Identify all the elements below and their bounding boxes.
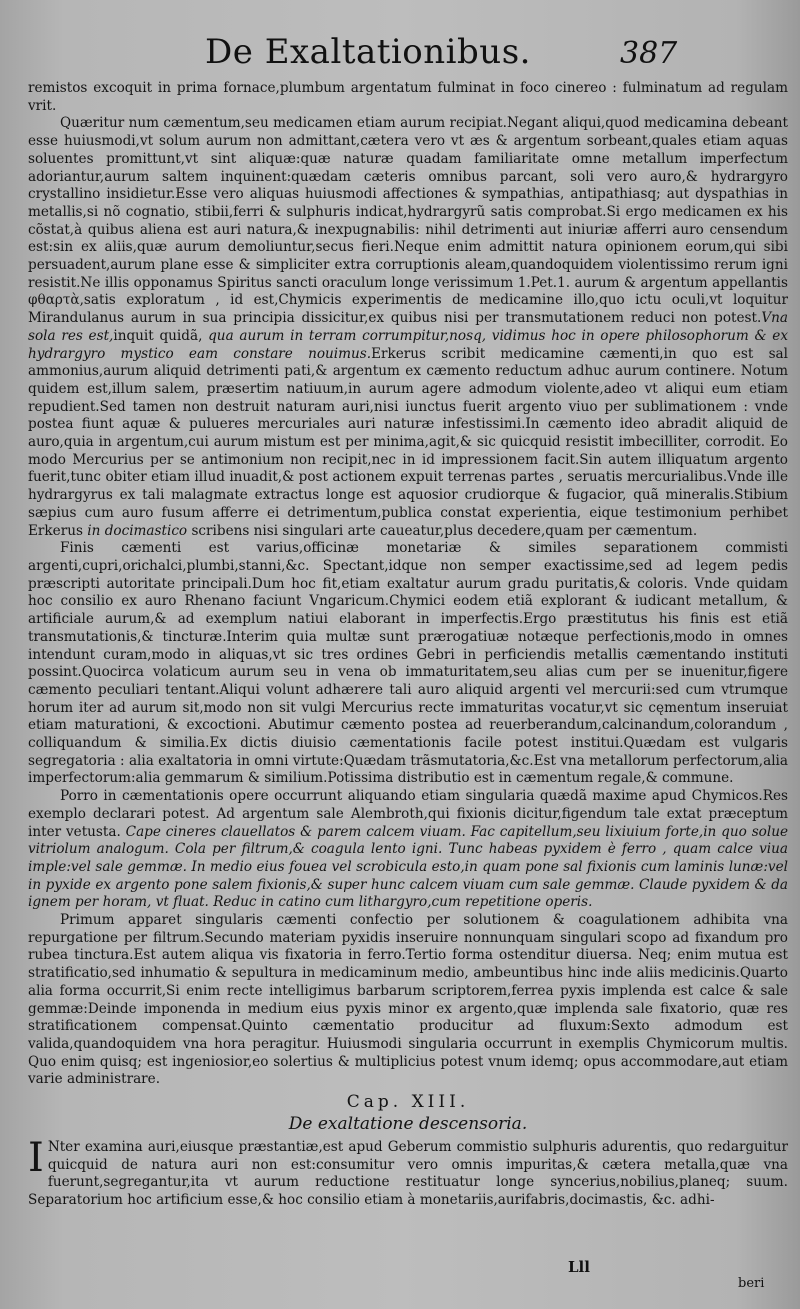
- chapter-heading: Cap. XIII.: [346, 1092, 470, 1113]
- drop-cap: I: [28, 1135, 44, 1182]
- paragraph-4: [28, 788, 788, 912]
- italic-text-segment: qua aurum in terram corrumpitur,nosq, vidimus hoc in opere philosophorum & ex hydrargyro mystico eam constare nouimus.: [28, 327, 789, 362]
- text-segment: inquit quidã,: [113, 327, 209, 344]
- text-segment: Erkerus scribit medicamine cæmenti,in quo est sal ammonius,aurum aliquid detrimenti pati,& argentum ex cæmento reductum adhuc aurum continere. Notum quidem est,illum salem, præsertim natiuum,in aurum agere admodum violente,adeo vt aliqui eum etiam repudient.Sed tamen non destruit naturam auri,nisi iunctus fuerit argento viuo per sublimationem : vnde postea fiunt aquæ & pulueres mercuriales auri naturæ infestissimi.In cæmento ideo abradit aliquid de auro,quia in argentum,cui aurum mistum est per minima,agit,& sic quicquid resistit imbecilliter, corrodit. Eo modo Mercurius per se antimonium non recipit,nec in id impressionem facit.Sin autem illiquatum argento fuerit,tunc obiter etiam illud inuadit,& post actionem expuit terrenas partes , seruatis mercurialibus.Vnde ille hydrargyrus ex tali malagmate extractus longe est aquosior crudiorque & fugacior, quã mineralis.Stibium sæpius cum auro fusum afferre ei detrimentum,publica constat experientia, eique testimonium perhibet Erkerus: [28, 345, 788, 539]
- body-text: [28, 80, 788, 1210]
- text-segment: Quæritur num cæmentum,seu medicamen etiam aurum recipiat.Negant aliqui,quod medicamina debeant esse huiusmodi,vt solum aurum non admittant,cætera vero vt æs & argentum sorbeant,quales etiam aquas soluentes promittunt,vt sint aliquæ:quæ naturæ quadam familiaritate omne metallum imperfectum adoriantur,aurum saltem inquinent:quædam cæteris omnibus parcant, soli vero auro,& hydrargyro crystallino insidietur.Esse vero aliquas huiusmodi affectiones & sympathias, antipathiasq; aut dyspathias in metallis,si nõ cognatio, stibii,ferri & sulphuris indicat,hydrargyrũ satis comprobat.Si ergo medicamen ex his cõstat,à quibus aliena est auri natura,& inexpugnabilis: nihil detrimenti aut iniuriæ afferri auro censendum est:sin ex aliis,quæ aurum demoliuntur,secus fieri.Neque enim admittit natura opinionem eorum,qui sibi persuadent,aurum plane esse & simpliciter extra corruptionis aleam,quandoquidem violentissimo rerum igni resistit.Ne illis opponamus Spiritus sancti oraculum longe verissimum 1.Pet.1. aurum & argentum appellantis φθαρτὰ,satis exploratum , id est,Chymicis experimentis de medicamine illo,quo ictu oculi,vt loquitur Mirandulanus aurum in sua principia dissicitur,ex quibus nisi per transmutationem reduci non potest.: [28, 115, 788, 327]
- italic-text-segment: Vna sola res est,: [28, 310, 788, 344]
- paragraph-3: Finis cæmenti est varius,officinæ monetariæ & similes separationem commisti argenti,cupri,orichalci,plumbi,stanni,&c. Spectant,idque non semper exactissime,sed ad legem pedis præscripti autoritate principali.Dum hoc fit,etiam exaltatur aurum gradu puritatis,& coloris. Vnde quidam hoc consilio ex auro Rhenano faciunt Vngaricum.Chymici eodem etiã explorant & iudicant metallum, & artificiale aurum,& ad exemplum natiui elaborant in imperfectis.Ergo præstitutus his finis est etiã transmutationis,& tincturæ.Interim quia multæ sunt prærogatiuæ notæque perfectionis,modo in omnes intendunt curam,modo in aliquas,vt sic tres ordines Gebri in perficiendis metallis cæmentando instituti possint.Quocirca volaticum aurum seu in vena ob immaturitatem,seu alias cum per se inuenitur,figere cæmento peculiari tentant.Aliqui volunt adhærere tali auro aliquid argenti vel mercurii:sed cum vtrumque horum iter ad aurum sit,modo non sit vulgi Mercurius recte immaturitas vocatur,vt sic cęmentum inseruiat etiam maturationi, & excoctioni. Abutimur cæmento postea ad reuerberandum,calcinandum,colorandum , colliquandum & similia.Ex dictis diuisio cæmentationis facile potest institui.Quædam est vulgaris segregatoria : alia exaltatoria in omni virtute:Quædam trãsmutatoria,&c.Est vna metallorum perfectorum,alia imperfectorum:alia gemmarum & similium.Potissima distributio est in cæmentum regale,& commune.: [28, 540, 788, 787]
- italic-text-segment: in docimastico: [87, 522, 188, 539]
- chapter-subtitle: De exaltatione descensoria.: [288, 1114, 528, 1135]
- signature-mark: Lll: [568, 1258, 590, 1276]
- italic-text-segment: Cape cineres clauellatos & parem calcem viuam. Fac capitellum,seu lixiuium forte,in quo solue vitriolum analogum. Cola per filtrum,& coagula lento igni. Tunc habeas pyxidem è ferro , quam calce viua imple:vel sale gemmæ. In medio eius fouea vel scrobicula esto,in quam pone sal fixionis cum laminis lunæ:vel in pyxide ex argento pone salem fixionis,& super hunc calcem viuam cum sale gemmæ. Claude pyxidem & da ignem per horam, vt fluat. Reduc in catino cum lithargyro,cum repetitione operis.: [28, 823, 789, 911]
- paragraph-5: Primum apparet singularis cæmenti confectio per solutionem & coagulationem adhibita vna repurgatione per filtrum.Secundo materiam pyxidis inseruire nonnunquam singulari scopo ad fixandum pro rubea tinctura.Est autem aliqua vis fixatoria in ferro.Tertio forma ostenditur diuersa. Neq; enim mutua est stratificatio,sed inhumatio & sepultura in medicaminum medio, ambeuntibus hinc inde aliis medicinis.Quarto alia forma occurrit,Si enim recte intelligimus barbarum scriptorem,ferrea pyxis implenda est calce & sale gemmæ:Deinde imponenda in medium eius pyxis minor ex argento,quæ implenda sale fixatorio, quæ res stratificationem compensat.Quinto cæmentatio producitur ad fluxum:Sexto admodum est valida,quandoquidem vna hora peragitur. Huiusmodi singularia occurrunt in exemplis Chymicorum multis. Quo enim quisq; est ingeniosior,eo solertius & multiplicius potest vnum idemq; opus accommodare,aut etiam varie administrare.: [28, 912, 788, 1088]
- page-header: [0, 30, 800, 76]
- running-title: De Exaltationibus.: [205, 32, 531, 72]
- paragraph-1: remistos excoquit in prima fornace,plumbum argentatum fulminat in foco cinereo : fulminatum ad regulam vrit.: [28, 80, 788, 114]
- text-segment: scribens nisi singulari arte caueatur,plus decedere,quam per cæmentum.: [187, 522, 698, 539]
- paragraph-2: [28, 115, 788, 540]
- text-segment: Porro in cæmentationis opere occurrunt aliquando etiam singularia quædã maxime apud Chymicos.Res exemplo declarari potest. Ad argentum sale Alembroth,qui fixionis dicitur,figendum tale extat præceptum inter vetusta.: [28, 788, 788, 840]
- page-number: 387: [620, 36, 678, 71]
- paragraph-6: [28, 1135, 788, 1210]
- catchword: beri: [738, 1276, 765, 1291]
- paragraph-6-text: Nter examina auri,eiusque præstantiæ,est apud Geberum commistio sulphuris adurentis, quo redarguitur quicquid de natura auri non est:consumitur vero omnis impuritas,& cætera metalla,quæ vna fuerunt,segregantur,ita vt aurum reductione restituatur longe syncerius,nobilius,planeq; suum. Separatorium hoc artificium esse,& hoc consilio etiam à monetariis,aurifabris,docimastis, &c. adhi-: [28, 1139, 788, 1209]
